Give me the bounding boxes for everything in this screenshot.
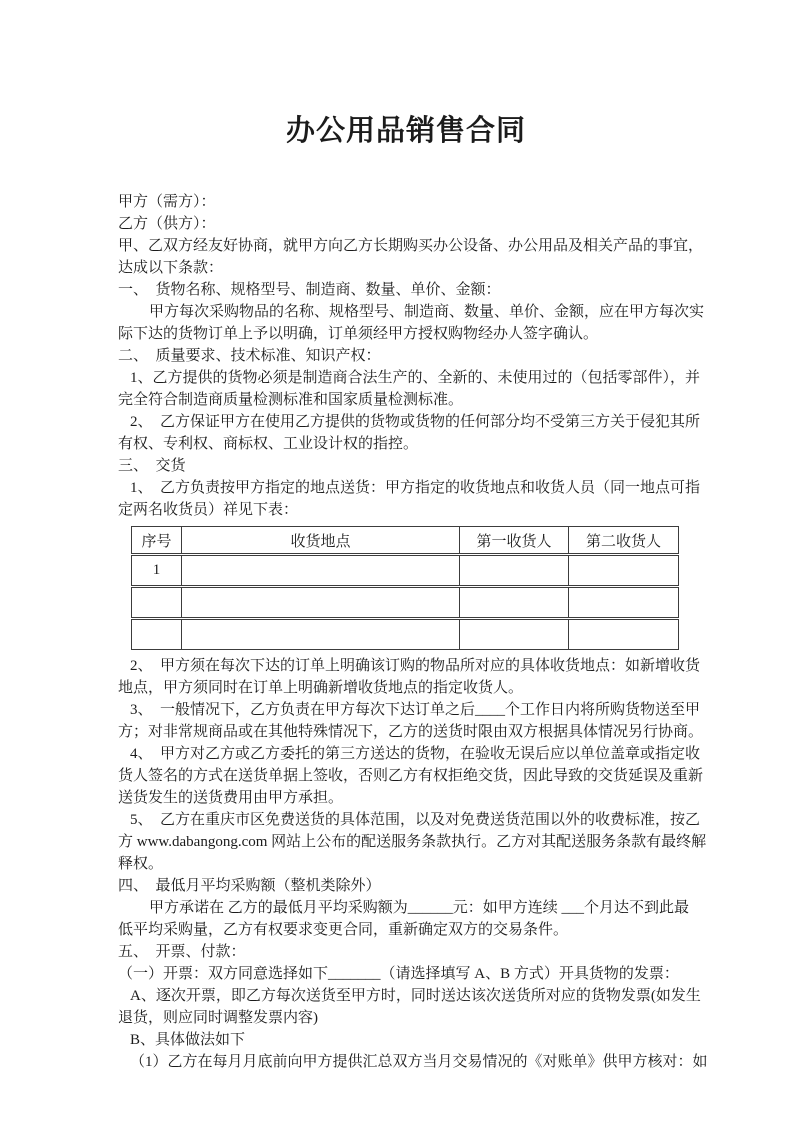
doc-line: （一）开票：双方同意选择如下_______（请选择填写 A、B 方式）开具货物的发票： bbox=[118, 966, 679, 982]
doc-line: 方 www.dabangong.com 网站上公布的配送服务条款执行。乙方对其配送服务条款有最终解 bbox=[118, 834, 707, 850]
table-cell bbox=[460, 587, 569, 619]
doc-line: 4、 甲方对乙方或乙方委托的第三方送达的货物，在验收无误后应以单位盖章或指定收 bbox=[130, 746, 701, 762]
doc-line: 低平均采购量，乙方有权要求变更合同，重新确定双方的交易条件。 bbox=[118, 922, 569, 938]
table-cell: 1 bbox=[132, 555, 182, 587]
contract-body-top bbox=[118, 191, 705, 521]
doc-line: 释权。 bbox=[118, 856, 164, 872]
doc-line: 一、 货物名称、规格型号、制造商、数量、单价、金额： bbox=[118, 282, 501, 298]
table-cell bbox=[569, 587, 679, 619]
table-row bbox=[132, 555, 679, 587]
doc-line: 甲方承诺在 乙方的最低月平均采购额为______元：如甲方连续 ___个月达不到此最 bbox=[149, 900, 690, 916]
doc-line: 3、 一般情况下，乙方负责在甲方每次下达订单之后____个工作日内将所购货物送至甲 bbox=[130, 702, 701, 718]
doc-line: A、逐次开票，即乙方每次送货至甲方时，同时送达该次送货所对应的货物发票(如发生 bbox=[130, 988, 701, 1004]
doc-line: 1、乙方提供的货物必须是制造商合法生产的、全新的、未使用过的（包括零部件），并 bbox=[130, 370, 701, 386]
doc-line: 2、 甲方须在每次下达的订单上明确该订购的物品所对应的具体收货地点：如新增收货 bbox=[130, 658, 701, 674]
table-header-cell: 第一收货人 bbox=[460, 527, 569, 555]
table-cell bbox=[132, 587, 182, 619]
delivery-table-header bbox=[132, 527, 679, 555]
doc-line: 完全符合制造商质量检测标准和国家质量检测标准。 bbox=[118, 392, 464, 408]
doc-line: 甲、乙双方经友好协商，就甲方向乙方长期购买办公设备、办公用品及相关产品的事宜， bbox=[118, 238, 704, 254]
doc-line: 甲方（需方）： bbox=[118, 194, 216, 210]
table-cell bbox=[182, 587, 460, 619]
delivery-table-body bbox=[132, 555, 679, 650]
doc-line: 方；对非常规商品或在其他特殊情况下，乙方的送货时限由双方根据具体情况另行协商。 bbox=[118, 724, 704, 740]
doc-line: 五、 开票、付款： bbox=[118, 944, 246, 960]
table-header-cell: 第二收货人 bbox=[569, 527, 679, 555]
doc-line: B、具体做法如下 bbox=[130, 1032, 246, 1048]
doc-line: 地点，甲方须同时在订单上明确新增收货地点的指定收货人。 bbox=[118, 680, 524, 696]
doc-line: 有权、专利权、商标权、工业设计权的指控。 bbox=[118, 436, 419, 452]
table-cell bbox=[569, 619, 679, 650]
doc-line: 定两名收货员）祥见下表： bbox=[118, 502, 299, 518]
document-title: 办公用品销售合同 bbox=[285, 115, 526, 147]
doc-line: 乙方（供方）： bbox=[118, 216, 216, 232]
table-cell bbox=[182, 555, 460, 587]
table-header-cell: 序号 bbox=[132, 527, 182, 555]
doc-line: 送货发生的送货费用由甲方承担。 bbox=[118, 790, 344, 806]
table-row bbox=[132, 587, 679, 619]
doc-line: 5、 乙方在重庆市区免费送货的具体范围，以及对免费送货范围以外的收费标准，按乙 bbox=[130, 812, 701, 828]
table-cell bbox=[460, 555, 569, 587]
doc-line: 四、 最低月平均采购额（整机类除外） bbox=[118, 878, 381, 894]
table-cell bbox=[569, 555, 679, 587]
doc-line: 2、 乙方保证甲方在使用乙方提供的货物或货物的任何部分均不受第三方关于侵犯其所 bbox=[130, 414, 701, 430]
table-header-row bbox=[132, 527, 679, 555]
table-cell bbox=[182, 619, 460, 650]
doc-line: 二、 质量要求、技术标准、知识产权： bbox=[118, 348, 381, 364]
doc-line: 1、 乙方负责按甲方指定的地点送货：甲方指定的收货地点和收货人员（同一地点可指 bbox=[130, 480, 701, 496]
contract-body-bottom bbox=[118, 655, 708, 1073]
doc-line: 际下达的货物订单上予以明确，订单须经甲方授权购物经办人签字确认。 bbox=[118, 326, 599, 342]
delivery-locations-table bbox=[131, 526, 679, 650]
table-cell bbox=[460, 619, 569, 650]
table-cell bbox=[132, 619, 182, 650]
doc-line: 甲方每次采购物品的名称、规格型号、制造商、数量、单价、金额，应在甲方每次实 bbox=[149, 304, 705, 320]
doc-line: （1）乙方在每月月底前向甲方提供汇总双方当月交易情况的《对账单》供甲方核对：如 bbox=[130, 1054, 708, 1070]
table-header-cell: 收货地点 bbox=[182, 527, 460, 555]
doc-line: 达成以下条款： bbox=[118, 260, 224, 276]
doc-line: 货人签名的方式在送货单据上签收，否则乙方有权拒绝交货，因此导致的交货延误及重新 bbox=[118, 768, 704, 784]
doc-line: 退货，则应同时调整发票内容) bbox=[118, 1010, 318, 1026]
doc-line: 三、 交货 bbox=[118, 458, 186, 474]
table-row bbox=[132, 619, 679, 650]
